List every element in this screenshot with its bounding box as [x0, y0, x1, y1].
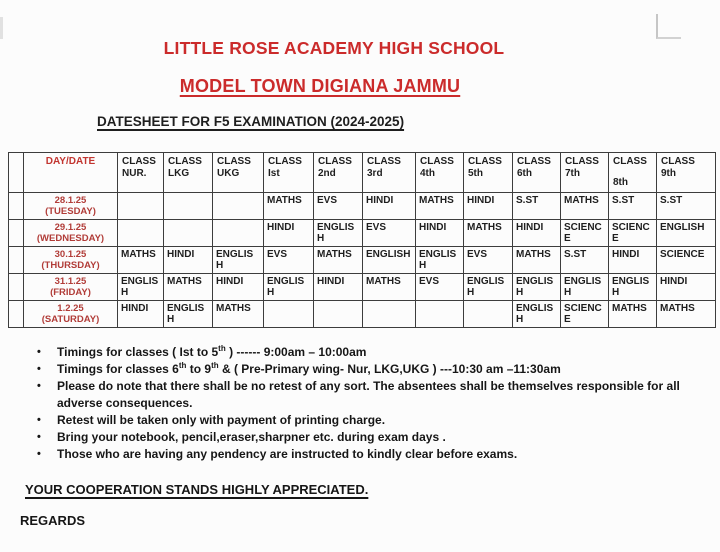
notes-list: [37, 344, 685, 463]
exam-date: 28.1.25: [54, 195, 87, 206]
subject-cell: EVS: [464, 247, 513, 274]
exam-day: (SATURDAY): [41, 314, 100, 325]
regards-label: REGARDS: [20, 513, 86, 528]
subject-cell: HINDI: [264, 220, 314, 247]
subject-cell: EVS: [416, 274, 464, 301]
subject-cell: HINDI: [164, 247, 213, 274]
class-header-line2: 4th: [420, 168, 435, 179]
note-item: [37, 412, 685, 429]
subject-cell: EVS: [314, 193, 363, 220]
note-segment: & ( Pre-Primary wing- Nur, LKG,UKG ) ---10:30 am –11:30am: [218, 362, 561, 376]
note-segment: Retest will be taken only with payment of printing charge.: [57, 413, 386, 427]
note-item: [37, 361, 685, 378]
class-header-line1: CLASS: [318, 156, 352, 167]
subject-cell: [118, 220, 164, 247]
subject-cell: MATHS: [164, 274, 213, 301]
exam-day: (THURSDAY): [41, 260, 100, 271]
datesheet-title: DATESHEET FOR F5 EXAMINATION (2024-2025): [97, 114, 405, 129]
subject-cell: MATHS: [464, 220, 513, 247]
class-header-line1: CLASS: [420, 156, 454, 167]
note-item: [37, 429, 685, 446]
note-segment: Timings for classes ( Ist to 5: [57, 345, 219, 359]
class-column-header: [363, 153, 416, 193]
bullet-icon: •: [37, 346, 41, 358]
subject-cell: [213, 220, 264, 247]
subject-cell: MATHS: [513, 247, 561, 274]
class-header-line1: CLASS: [517, 156, 551, 167]
subject-cell: EVS: [363, 220, 416, 247]
note-text: [57, 446, 517, 463]
table-row: [9, 247, 716, 274]
bullet-icon: •: [37, 448, 41, 460]
exam-day: (TUESDAY): [45, 206, 96, 217]
subject-cell: ENGLISH: [513, 274, 561, 301]
table-header-row: [9, 153, 716, 193]
day-date-cell: [24, 247, 118, 274]
row-empty-cell: [9, 193, 24, 220]
subject-cell: ENGLISH: [609, 274, 657, 301]
scan-corner-mark: [656, 14, 681, 39]
day-date-cell: [24, 301, 118, 328]
subject-cell: MATHS: [118, 247, 164, 274]
note-segment: Those who are having any pendency are instructed to kindly clear before exams.: [57, 447, 518, 461]
subject-cell: ENGLISH: [561, 274, 609, 301]
subject-cell: MATHS: [213, 301, 264, 328]
class-column-header: [213, 153, 264, 193]
table-row: [9, 274, 716, 301]
note-superscript: th: [178, 361, 187, 370]
class-header-line1: CLASS: [268, 156, 302, 167]
subject-cell: S.ST: [513, 193, 561, 220]
day-date-cell: [24, 220, 118, 247]
class-column-header: [164, 153, 213, 193]
subject-cell: ENGLISH: [363, 247, 416, 274]
class-column-header: [264, 153, 314, 193]
subject-cell: S.ST: [609, 193, 657, 220]
class-header-line1: CLASS: [468, 156, 502, 167]
class-header-line2: Ist: [268, 168, 280, 179]
note-text: [57, 412, 385, 429]
table-row: [9, 301, 716, 328]
class-column-header: [314, 153, 363, 193]
subject-cell: [264, 301, 314, 328]
class-header-line2: 8th: [613, 177, 628, 188]
note-segment: to 9: [186, 362, 212, 376]
subject-cell: MATHS: [416, 193, 464, 220]
note-item: [37, 344, 685, 361]
class-header-line2: 3rd: [367, 168, 383, 179]
subject-cell: ENGLISH: [416, 247, 464, 274]
row-empty-cell: [9, 220, 24, 247]
subject-cell: MATHS: [363, 274, 416, 301]
class-header-line1: CLASS: [168, 156, 202, 167]
class-header-line1: CLASS: [661, 156, 695, 167]
subject-cell: ENGLISH: [164, 301, 213, 328]
subject-cell: [118, 193, 164, 220]
subject-cell: HINDI: [657, 274, 716, 301]
scan-edge-artifact: [0, 17, 3, 39]
note-item: [37, 378, 685, 412]
class-column-header: [118, 153, 164, 193]
class-header-line1: CLASS: [217, 156, 251, 167]
subject-cell: HINDI: [213, 274, 264, 301]
class-header-line2: 6th: [517, 168, 532, 179]
day-date-header: DAY/DATE: [24, 153, 118, 193]
subject-cell: [363, 301, 416, 328]
subject-cell: SCIENCE: [561, 220, 609, 247]
subject-cell: ENGLISH: [264, 274, 314, 301]
subject-cell: ENGLISH: [118, 274, 164, 301]
class-header-line1: CLASS: [122, 156, 156, 167]
subject-cell: SCIENCE: [657, 247, 716, 274]
exam-day: (WEDNESDAY): [36, 233, 105, 244]
bullet-icon: •: [37, 431, 41, 443]
row-empty-cell: [9, 301, 24, 328]
datesheet-title-row: [97, 113, 720, 130]
exam-date: 1.2.25: [57, 303, 84, 314]
exam-date: 29.1.25: [54, 222, 87, 233]
subject-cell: EVS: [264, 247, 314, 274]
class-header-line1: CLASS: [613, 156, 647, 167]
class-header-line2: UKG: [217, 168, 240, 179]
class-column-header: [416, 153, 464, 193]
class-header-line1: CLASS: [565, 156, 599, 167]
bullet-icon: •: [37, 414, 41, 426]
subject-cell: ENGLISH: [213, 247, 264, 274]
subject-cell: S.ST: [561, 247, 609, 274]
subject-cell: MATHS: [609, 301, 657, 328]
day-date-cell: [24, 274, 118, 301]
subject-cell: [213, 193, 264, 220]
subject-cell: ENGLISH: [657, 220, 716, 247]
subject-cell: HINDI: [513, 220, 561, 247]
subject-cell: ENGLISH: [464, 274, 513, 301]
class-header-line2: 5th: [468, 168, 483, 179]
subject-cell: S.ST: [657, 193, 716, 220]
subject-cell: HINDI: [416, 220, 464, 247]
subject-cell: [416, 301, 464, 328]
exam-day: (FRIDAY): [50, 287, 91, 298]
bullet-icon: •: [37, 363, 41, 375]
subject-cell: HINDI: [609, 247, 657, 274]
note-segment: Timings for classes 6: [57, 362, 179, 376]
class-column-header: [657, 153, 716, 193]
subject-cell: ENGLISH: [513, 301, 561, 328]
note-text: [57, 378, 685, 412]
note-text: [57, 429, 446, 446]
note-segment: Bring your notebook, pencil,eraser,sharpner etc. during exam days .: [57, 430, 446, 444]
note-superscript: th: [211, 361, 219, 370]
subject-cell: HINDI: [363, 193, 416, 220]
note-segment: ) ------ 9:00am – 10:00am: [225, 345, 367, 359]
subject-cell: [164, 193, 213, 220]
bullet-icon: •: [37, 380, 41, 392]
class-header-line2: 9th: [661, 168, 676, 179]
subject-cell: HINDI: [118, 301, 164, 328]
subject-cell: MATHS: [657, 301, 716, 328]
note-superscript: th: [218, 344, 226, 353]
class-column-header: [513, 153, 561, 193]
row-empty-cell: [9, 247, 24, 274]
note-segment: Please do note that there shall be no retest of any sort. The absentees shall be themselves responsible for all adverse consequences.: [57, 379, 680, 410]
class-header-line1: CLASS: [367, 156, 401, 167]
footer-note-row: [25, 482, 720, 497]
row-empty-cell: [9, 274, 24, 301]
table-row: [9, 193, 716, 220]
day-date-cell: [24, 193, 118, 220]
note-text: [57, 361, 561, 378]
subject-cell: SCIENCE: [561, 301, 609, 328]
table-body: [9, 193, 716, 328]
class-header-line2: LKG: [168, 168, 190, 179]
note-item: [37, 446, 685, 463]
note-text: [57, 344, 366, 361]
class-column-header: [464, 153, 513, 193]
school-address: MODEL TOWN DIGIANA JAMMU: [179, 76, 461, 96]
class-header-line2: NUR.: [122, 168, 147, 179]
table-empty-header-cell: [9, 153, 24, 193]
subject-cell: HINDI: [464, 193, 513, 220]
datesheet-table: [8, 152, 716, 328]
class-header-line2: 2nd: [318, 168, 336, 179]
exam-date: 31.1.25: [54, 276, 87, 287]
subject-cell: MATHS: [264, 193, 314, 220]
cooperation-note: YOUR COOPERATION STANDS HIGHLY APPRECIATED.: [25, 482, 369, 497]
subject-cell: HINDI: [314, 274, 363, 301]
subject-cell: MATHS: [561, 193, 609, 220]
subject-cell: [164, 220, 213, 247]
subject-cell: [464, 301, 513, 328]
table-row: [9, 220, 716, 247]
subject-cell: [314, 301, 363, 328]
exam-date: 30.1.25: [54, 249, 87, 260]
subject-cell: SCIENCE: [609, 220, 657, 247]
school-name: LITTLE ROSE ACADEMY HIGH SCHOOL: [163, 38, 505, 58]
class-column-header: [561, 153, 609, 193]
class-header-line2: 7th: [565, 168, 580, 179]
subject-cell: MATHS: [314, 247, 363, 274]
subject-cell: ENGLISH: [314, 220, 363, 247]
class-column-header: [609, 153, 657, 193]
